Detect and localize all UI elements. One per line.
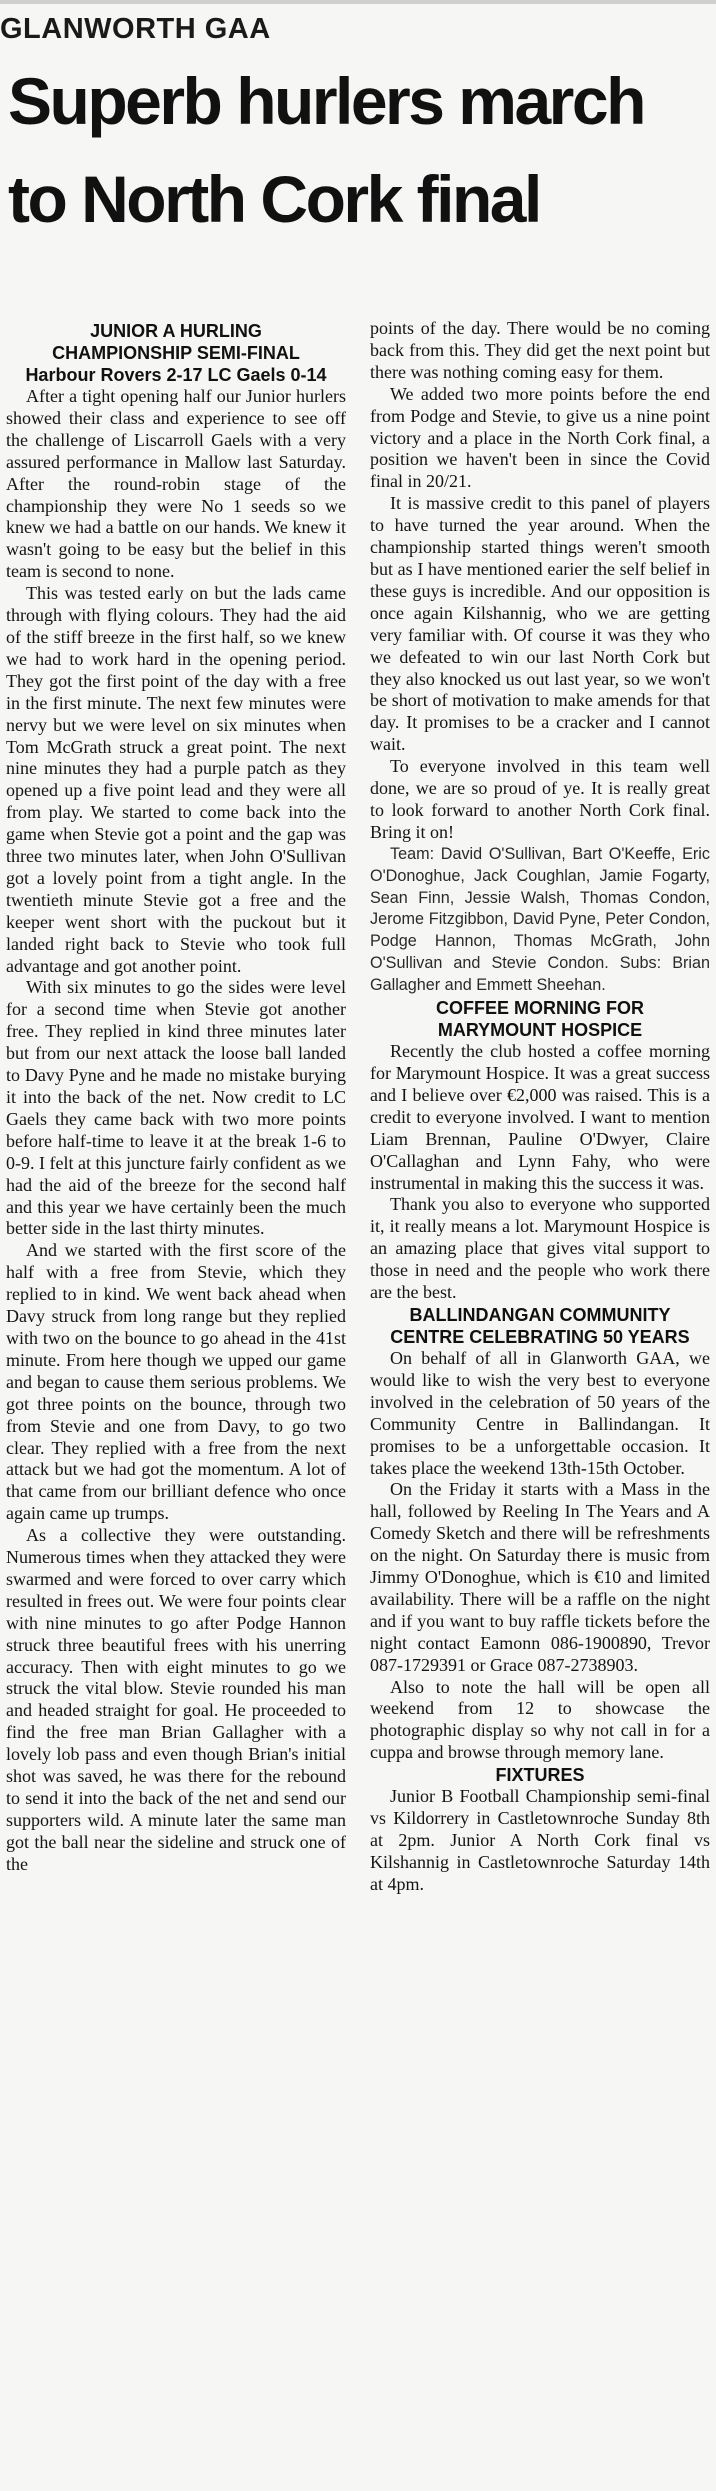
paragraph: This was tested early on but the lads came through with flying colours. They had the aid of the stiff breeze in the first half, so we knew we had to work hard in the opening period. They got the first point of the day with a free in the first minute. The next few minutes were nervy but we were level on six minutes when Tom McGrath struck a great point. The next nine minutes they had a purple patch as they opened up a five point lead and they were all from play. We started to come back into the game when Stevie got a point and the gap was three two minutes later, when John O'Sullivan got a lovely point from a tight angle. In the twentieth minute Stevie got a free and the keeper went short with the puckout but it landed right back to Stevie who took full advantage and got another point. (6, 583, 346, 976)
team-list: Team: David O'Sullivan, Bart O'Keeffe, Eric O'Donoghue, Jack Coughlan, Jamie Fogarty, Sean Finn, Jessie Walsh, Thomas Condon, Jerome Fitzgibbon, David Pyne, Peter Condon, Podge Hannon, Thomas McGrath, John O'Sullivan and Stevie Condon. Subs: Brian Gallagher and Emmett Sheehan. (370, 844, 710, 995)
paragraph: And we started with the first score of the half with a free from Stevie, which they replied to in kind. We went back ahead when Davy struck from long range but they replied with two on the bounce to go ahead in the 41st minute. From here though we upped our game and began to cause them serious problems. We got three points on the bounce, through two from Stevie and one from Davy, to go two clear. They replied with a free from the next attack but we had got the momentum. A lot of that came from our brilliant defence who once again came up trumps. (6, 1240, 346, 1524)
hurling-heading-line-1: JUNIOR A HURLING (90, 321, 262, 341)
paragraph: Also to note the hall will be open all weekend from 12 to showcase the photographic display so why not call in for a cuppa and browse through memory lane. (370, 1676, 710, 1763)
paragraph: On behalf of all in Glanworth GAA, we would like to wish the very best to everyone involved in the celebration of 50 years of the Community Centre in Ballindangan. It promises to be a unforgettable occasion. It takes place the weekend 13th-15th October. (370, 1347, 710, 1478)
coffee-heading-line-1: COFFEE MORNING FOR (436, 998, 644, 1019)
headline-line-2: to North Cork final (8, 162, 540, 236)
paragraph: On the Friday it starts with a Mass in the hall, followed by Reeling In The Years and A Comedy Sketch and there will be refreshments on the night. On Saturday there is music from Jimmy O'Donoghue, which is €10 and limited availability. There will be a raffle on the night and if you want to buy raffle tickets before the night contact Eamonn 086-1900890, Trevor 087-1729391 or Grace 087-2738903. (370, 1479, 710, 1675)
top-rule (0, 0, 716, 4)
paragraph: We added two more points before the end from Podge and Stevie, to give us a nine point victory and a place in the North Cork final, a position we haven't been in since the Covid final in 20/21. (370, 383, 710, 492)
paragraph: Recently the club hosted a coffee morning for Marymount Hospice. It was a great success and I believe over €2,000 was raised. This is a credit to everyone involved. I want to mention Liam Brennan, Pauline O'Dwyer, Claire O'Callaghan and Lynn Fahy, who were instrumental in making this the success it was. (370, 1041, 710, 1193)
paragraph: After a tight opening half our Junior hurlers showed their class and experience to see off the challenge of Liscarroll Gaels with a very assured performance in Mallow last Saturday. After the round-robin stage of the championship they were No 1 seeds so we knew we had a battle on our hands. We knew it wasn't going to be easy but the belief in this team is second to none. (6, 386, 346, 582)
fixtures-heading: FIXTURES (495, 1765, 585, 1786)
community-section-heading (370, 1304, 710, 1348)
paragraph: Junior B Football Championship semi-final vs Kildorrery in Castletownroche Sunday 8th at 2pm. Junior A North Cork final vs Kilshannig in Castletownroche Saturday 14th at 4pm. (370, 1786, 710, 1894)
article-column-right (370, 318, 710, 1896)
community-heading-line-2: CENTRE CELEBRATING 50 YEARS (390, 1326, 690, 1347)
match-result: Harbour Rovers 2-17 LC Gaels 0-14 (25, 365, 327, 385)
paragraph: With six minutes to go the sides were level for a second time when Stevie got another free. They replied in kind three minutes later but from our next attack the loose ball landed to Davy Pyne and he made no mistake burying it into the back of the net. Now credit to LC Gaels they came back with two more points before half-time to leave it at the break 1-6 to 0-9. I felt at this juncture fairly confident as we had the aid of the breeze for the second half and this year we have certainly been the much better side in the last thirty minutes. (6, 977, 346, 1239)
paragraph: As a collective they were outstanding. Numerous times when they attacked they were swarmed and were forced to over carry which resulted in frees out. We were four points clear with nine minutes to go after Podge Hannon struck three beautiful frees with his unerring accuracy. Then with eight minutes to go we struck the vital blow. Stevie rounded his man and headed straight for goal. He proceeded to find the free man Brian Gallagher with a lovely lob pass and even though Brian's initial shot was saved, he was there for the rebound to send it into the back of the net and send our supporters wild. A minute later the same man got the ball near the sideline and struck one of the (6, 1525, 346, 1874)
paragraph: To everyone involved in this team well done, we are so proud of ye. It is really great to look forward to another North Cork final. Bring it on! (370, 756, 710, 842)
paragraph: Thank you also to everyone who supported it, it really means a lot. Marymount Hospice is an amazing place that gives vital support to those in need and the people who work there are the best. (370, 1194, 710, 1303)
headline (0, 52, 716, 248)
coffee-heading-line-2: MARYMOUNT HOSPICE (437, 1020, 643, 1041)
community-heading-line-1: BALLINDANGAN COMMUNITY (409, 1304, 671, 1325)
headline-line-1: Superb hurlers march (8, 64, 644, 138)
article-column-left (6, 320, 346, 1876)
paragraph: It is massive credit to this panel of players to have turned the year around. When the championship started things weren't smooth but as I have mentioned earier the self belief in these guys is incredible. And our opposition is once again Kilshannig, who we are getting very familiar with. Of course it was they who we defeated to win our last North Cork but they also knocked us out last year, so we won't be short of motivation to make amends for that day. It promises to be a cracker and I cannot wait. (370, 493, 710, 755)
hurling-heading-line-2: CHAMPIONSHIP SEMI-FINAL (52, 343, 300, 363)
section-kicker: GLANWORTH GAA (0, 13, 271, 45)
coffee-section-heading (370, 997, 710, 1041)
hurling-section-heading (6, 320, 346, 364)
paragraph-continued: points of the day. There would be no coming back from this. They did get the next point but there was nothing coming easy for them. (370, 318, 710, 382)
